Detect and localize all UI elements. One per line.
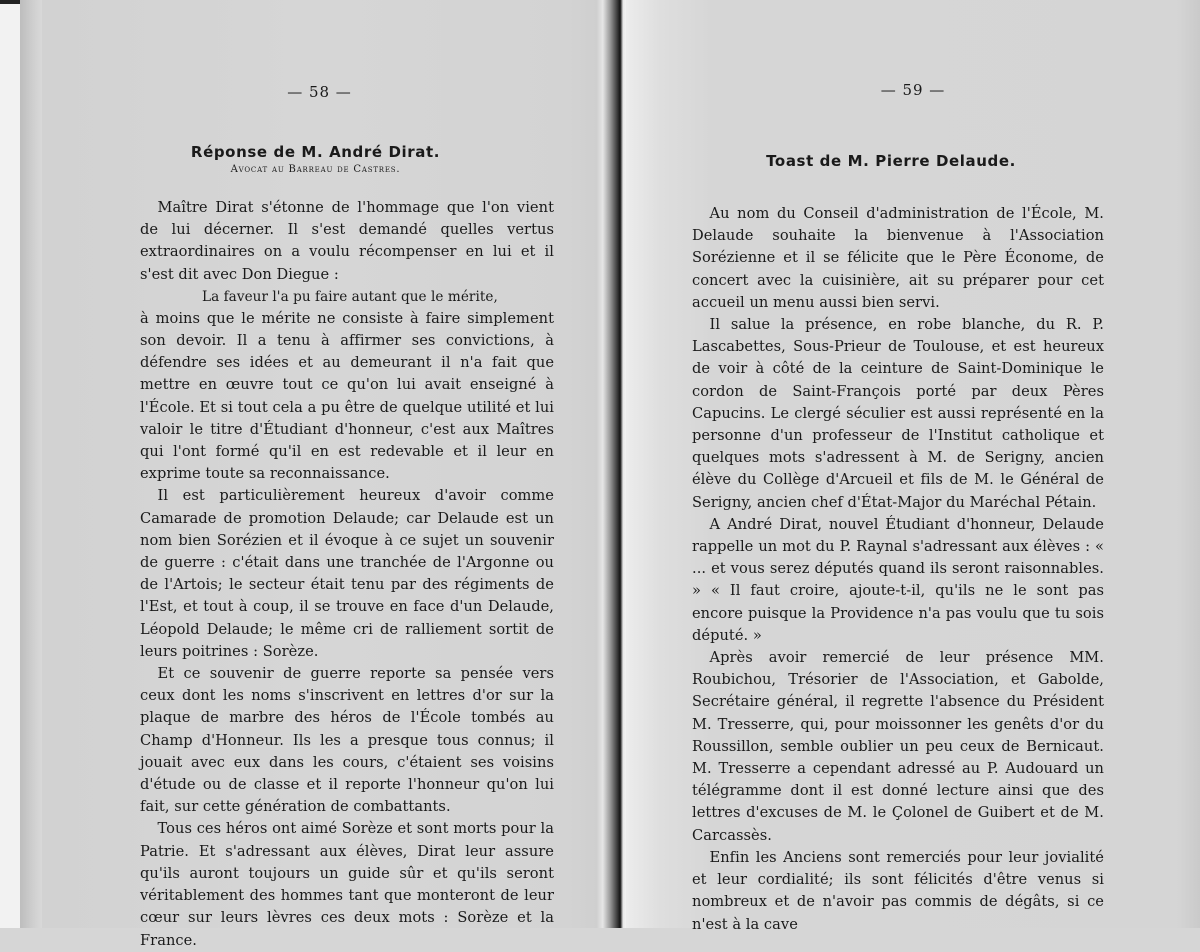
section-title: Toast de M. Pierre Delaude. [766, 152, 1016, 170]
scan-border [0, 0, 22, 4]
paragraph: à moins que le mérite ne consiste à faire simplement son devoir. Il a tenu à affirmer ses convictions, à défendre ses idées et au demeurant il n'a fait que mettre en œuvre tout ce qu'on lui avait enseigné à l'École. Et si tout cela a pu être de quelque utilité et lui valoir le titre d'Étudiant d'honneur, c'est aux Maîtres qui l'ont formé qu'il en est redevable et il leur en exprime toute sa reconnaissance. [140, 309, 554, 483]
page-stack-shadow [20, 0, 42, 928]
page-number: — 59 — [880, 81, 946, 99]
book-gutter [597, 0, 626, 928]
paragraph: Au nom du Conseil d'administration de l'École, M. Delaude souhaite la bienvenue à l'Association Sorézienne et il se félicite que le Père Économe, de concert avec la cuisinière, ait su préparer pour cet accueil un menu aussi bien servi. [692, 205, 1104, 311]
section-subtitle: Avocat au Barreau de Castres. [230, 164, 401, 175]
paragraph: Il salue la présence, en robe blanche, du R. P. Lascabettes, Sous-Prieur de Toulouse, et est heureux de voir à côté de la ceinture de Saint-Dominique le cordon de Saint-François porté par deux Pères Capucins. Le clergé séculier est aussi représenté en la personne d'un professeur de l'Institut catholique et quelques mots s'adressent à M. de Serigny, ancien élève du Collège d'Arcueil et fils de M. le Général de Serigny, ancien chef d'État-Major du Maréchal Pétain. [692, 316, 1104, 511]
page-59 [626, 0, 1200, 933]
book-edge [0, 0, 20, 928]
verse-quote: La faveur l'a pu faire autant que le mérite, [202, 288, 498, 305]
paragraph: Tous ces héros ont aimé Sorèze et sont morts pour la Patrie. Et s'adressant aux élèves, Dirat leur assure qu'ils auront toujours un guide sûr et qu'ils seront véritablement des hommes tant que monteront de leur cœur sur leurs lèvres ces deux mots : Sorèze et la France. [140, 820, 554, 949]
page-58 [42, 0, 597, 949]
body-text [692, 203, 1104, 936]
section-title: Réponse de M. André Dirat. [190, 143, 441, 161]
page-number: — 58 — [287, 83, 352, 101]
paragraph: A André Dirat, nouvel Étudiant d'honneur, Delaude rappelle un mot du P. Raynal s'adressant aux élèves : « ... et vous serez députés quand ils seront raisonnables. » « Il faut croire, ajoute-t-il, qu'ils ne le sont pas encore puisque la Providence n'a pas voulu que tu sois député. » [692, 515, 1104, 644]
paragraph: Maître Dirat s'étonne de l'hommage que l'on vient de lui décerner. Il s'est demandé quelles vertus extraordinaires on a voulu récompenser en lui et il s'est dit avec Don Diegue : [140, 199, 554, 283]
paragraph: Il est particulièrement heureux d'avoir comme Camarade de promotion Delaude; car Delaude est un nom bien Sorézien et il évoque à ce sujet un souvenir de guerre : c'était dans une tranchée de l'Argonne ou de l'Artois; le secteur était tenu par des régiments de l'Est, et tout à coup, il se trouve en face d'un Delaude, Léopold Delaude; le même cri de ralliement sortit de leurs poitrines : Sorèze. [140, 487, 554, 660]
body-text [140, 197, 554, 952]
paragraph: Enfin les Anciens sont remerciés pour leur jovialité et leur cordialité; ils sont félicités d'être venus si nombreux et de n'avoir pas commis de dégâts, si ce n'est à la cave [692, 848, 1104, 933]
paragraph: Et ce souvenir de guerre reporte sa pensée vers ceux dont les noms s'inscrivent en lettres d'or sur la plaque de marbre des héros de l'École tombés au Champ d'Honneur. Ils les a presque tous connus; il jouait avec eux dans les cours, c'étaient ses voisins d'étude ou de classe et il reporte l'honneur qu'on lui fait, sur cette génération de combattants. [140, 665, 554, 816]
paragraph: Après avoir remercié de leur présence MM. Roubichou, Trésorier de l'Association, et Gabolde, Secrétaire général, il regrette l'absence du Président M. Tresserre, qui, pour moissonner les genêts d'or du Roussillon, semble oublier un peu ceux de Bernicaut. M. Tresserre a cependant adressé au P. Audouard un télégramme dont il est donné lecture ainsi que des lettres d'excuses de M. le Çolonel de Guibert et de M. Carcassès. [692, 649, 1104, 844]
